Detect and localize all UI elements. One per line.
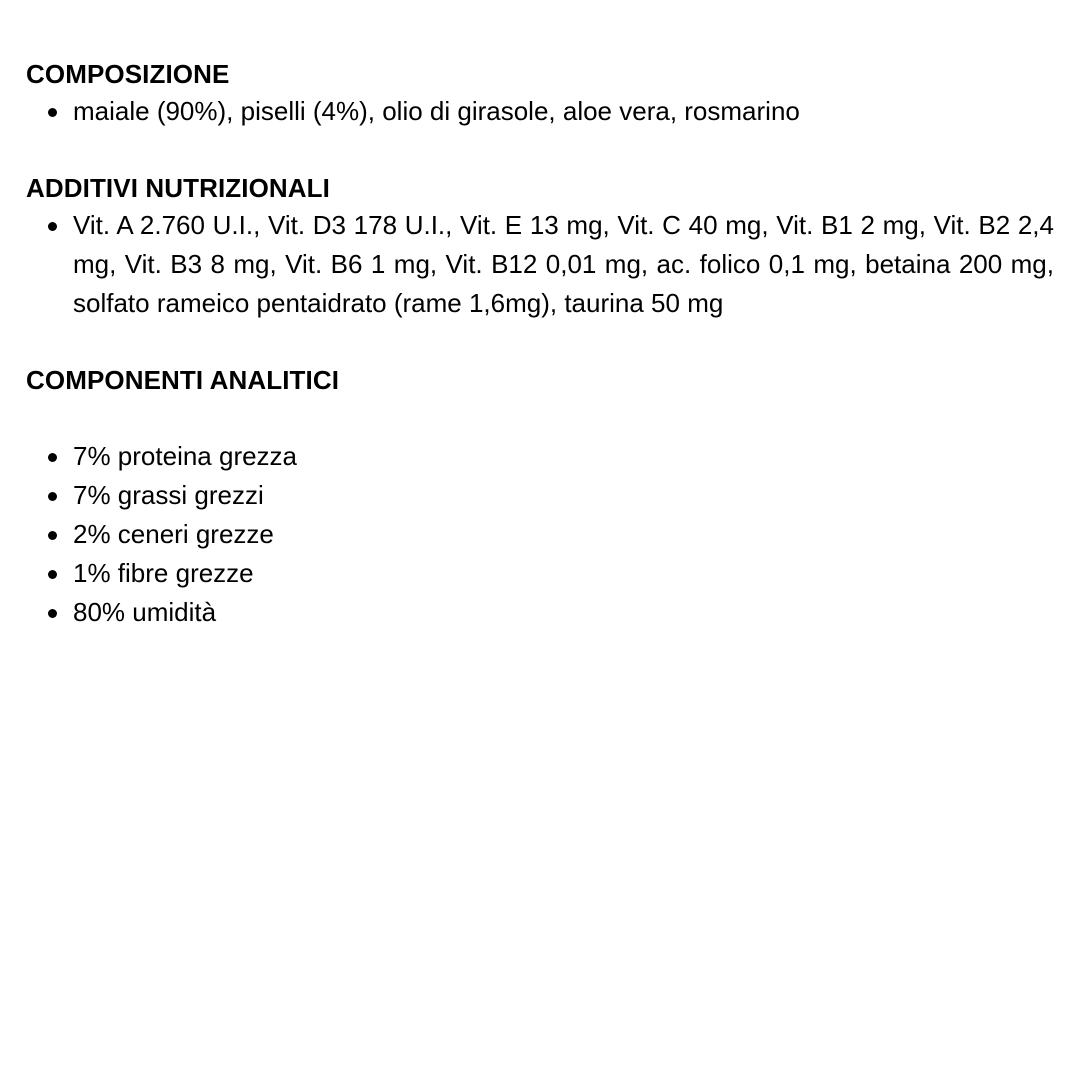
composition-section — [26, 56, 1054, 131]
analytical-item-protein: 7% proteina grezza — [26, 437, 1054, 476]
analytical-item-fiber: 1% fibre grezze — [26, 554, 1054, 593]
analytical-item-fat: 7% grassi grezzi — [26, 476, 1054, 515]
additives-section — [26, 170, 1054, 323]
analytical-item-ash: 2% ceneri grezze — [26, 515, 1054, 554]
additives-heading: ADDITIVI NUTRIZIONALI — [26, 173, 330, 203]
analytical-heading: COMPONENTI ANALITICI — [26, 365, 340, 395]
composition-item: maiale (90%), piselli (4%), olio di girasole, aloe vera, rosmarino — [26, 92, 1054, 131]
composition-heading: COMPOSIZIONE — [26, 59, 230, 89]
analytical-list — [26, 437, 1054, 632]
additives-list — [26, 206, 1054, 323]
additives-item: Vit. A 2.760 U.I., Vit. D3 178 U.I., Vit. E 13 mg, Vit. C 40 mg, Vit. B1 2 mg, Vit. B2 2,4 mg, Vit. B3 8 mg, Vit. B6 1 mg, Vit. B12 0,01 mg, ac. folico 0,1 mg, betaina 200 mg, solfato rameico pentaidrato (rame 1,6mg), taurina 50 mg — [26, 206, 1054, 323]
analytical-section — [26, 362, 1054, 632]
composition-list — [26, 92, 1054, 131]
analytical-item-moisture: 80% umidità — [26, 593, 1054, 632]
spacer — [26, 398, 1054, 437]
ingredients-document — [26, 56, 1054, 632]
